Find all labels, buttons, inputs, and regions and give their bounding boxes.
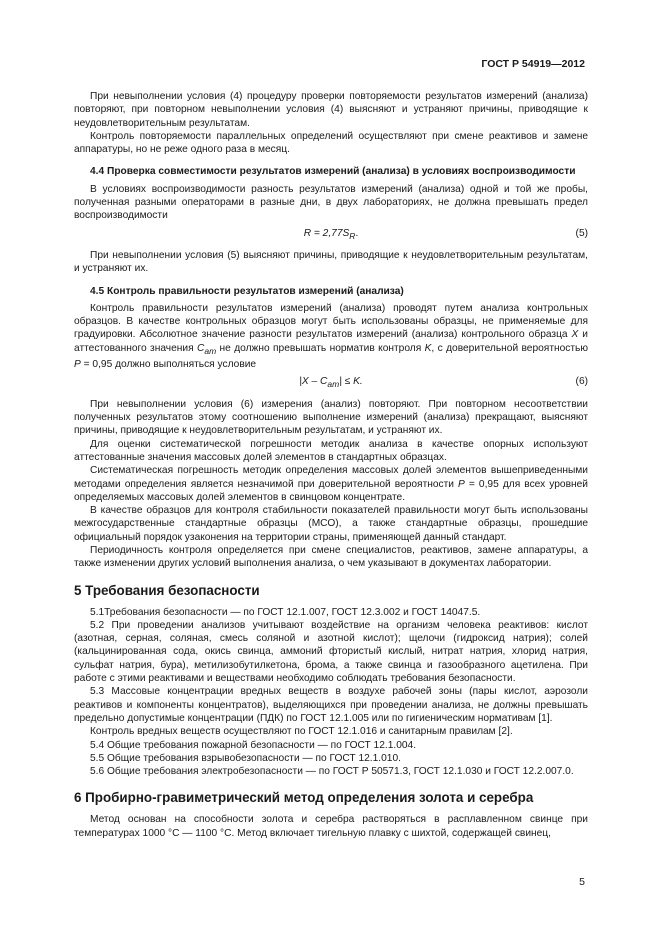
paragraph: При невыполнении условия (4) процедуру проверки повторяемости результатов измерений (анализа) повторяют, при повторном невыполнении условия (4) выясняют и устраняют причины, приводящие к неудовлетворительным результатам. bbox=[74, 91, 588, 129]
var-k: K bbox=[424, 342, 432, 354]
text-run: и аттестованного значения bbox=[74, 329, 588, 354]
formula-main: R = 2,77S bbox=[303, 227, 350, 239]
document-header: ГОСТ Р 54919—2012 bbox=[481, 58, 585, 70]
formula-number: (5) bbox=[575, 227, 588, 239]
formula-subscript: am bbox=[327, 379, 340, 390]
paragraph: Контроль вредных веществ осуществляют по ГОСТ 12.1.016 и санитарным правилам [2]. bbox=[90, 726, 513, 738]
section-heading-4-4: 4.4 Проверка совместимости результатов измерений (анализа) в условиях воспроизводимости bbox=[90, 166, 576, 178]
paragraph: В условиях воспроизводимости разность результатов измерений (анализа) одной и той же пробы, полученная разными операторами в разные дни, в двух лабораториях, не должна превышать предел воспроизводимости bbox=[74, 183, 588, 222]
page-content bbox=[74, 90, 588, 840]
text-run: = 0,95 для всех уровней определяемых массовых долей элементов в свинцовом концентрате. bbox=[74, 478, 588, 503]
formula-subscript: R bbox=[349, 230, 356, 241]
paragraph: 5.4 Общие требования пожарной безопасности — по ГОСТ 12.1.004. bbox=[90, 739, 417, 751]
var-p: P bbox=[74, 359, 81, 371]
paragraph: 5.5 Общие требования взрывобезопасности — по ГОСТ 12.1.010. bbox=[90, 752, 401, 764]
paragraph: 5.2 При проведении анализов учитывают воздействие на организм человека реактивов: кислот (азотная, серная, соляная, смесь соляной и азотной кислот); щелочи (гидроксид натрия); солей (кальцинированная сода, окись свинца, аммоний фтористый кислый, нитрат натрия, хлорид натрия, сульфат натрия, бура), метилизобутилкетона, брома, а также свинца и газообразного ацетилена. При работе с этими реактивами и веществами необходимо соблюдать требования безопасности. bbox=[74, 619, 588, 685]
page-number: 5 bbox=[579, 876, 585, 888]
paragraph: При невыполнении условия (5) выясняют причины, приводящие к неудовлетворительным результатам, и устраняют их. bbox=[74, 250, 588, 275]
formula-part: | ≤ K. bbox=[339, 376, 363, 388]
var-c-subscript: am bbox=[204, 345, 217, 356]
paragraph: Периодичность контроля определяется при смене специалистов, реактивов, замене аппаратуры, а также изменении других условий выполнения анализа, о чем указывают в документах лаборатории. bbox=[74, 545, 588, 570]
text-run: Систематическая погрешность методик определения массовых долей элементов вышеприведенными методами определения является незначимой при доверительной вероятности bbox=[74, 465, 588, 490]
paragraph bbox=[74, 302, 588, 372]
paragraph: В качестве образцов для контроля стабильности показателей правильности могут быть использованы межгосударственные стандартные образцы (МСО), а также стандартные образцы, прошедшие официальный порядок узаконения на территории страны, применяющей данный стандарт. bbox=[74, 505, 588, 543]
paragraph: Для оценки систематической погрешности методик анализа в качестве опорных используют аттестованные значения массовых долей элементов в стандартных образцах. bbox=[74, 438, 588, 463]
text-run: Контроль правильности результатов измерений (анализа) проводят путем анализа контрольных образцов. В качестве контрольных образцов могут быть использованы образцы, не применяемые для градуировки. Абсолютное значение разности результатов измерений (анализа) контрольного образца bbox=[74, 302, 588, 341]
var-p: P bbox=[458, 478, 465, 490]
text-run: , с доверительной вероятностью bbox=[431, 342, 588, 354]
formula-expression bbox=[304, 228, 359, 239]
paragraph bbox=[74, 464, 588, 504]
paragraph: При невыполнении условия (6) измерения (анализ) повторяют. При повторном несоответствии полученных результатов этому соотношению выполнение измерений (анализа) прекращают, выясняют причины, приводящие к неудовлетворительным результатам, и устраняют их. bbox=[74, 398, 588, 437]
var-x: X bbox=[571, 329, 579, 341]
formula-expression bbox=[299, 376, 363, 390]
paragraph: 5.3 Массовые концентрации вредных веществ в воздухе рабочей зоны (пары кислот, аэрозоли реактивов и компоненты концентратов), выделяющихся при проведении анализа, не должны превышать предельно допустимые концентрации (ПДК) по ГОСТ 12.1.005 или по гигиеническим нормативам [1]. bbox=[74, 686, 588, 724]
paragraph: Метод основан на способности золота и серебра растворяться в расплавленном свинце при температурах 1000 °С — 1100 °С. Метод включает тигельную плавку с шихтой, содержащей свинец, bbox=[74, 814, 588, 839]
paragraph: 5.1Требования безопасности — по ГОСТ 12.1.007, ГОСТ 12.3.002 и ГОСТ 14047.5. bbox=[90, 606, 481, 618]
formula-5 bbox=[74, 227, 588, 243]
var-c: C bbox=[196, 342, 205, 354]
formula-number: (6) bbox=[575, 376, 588, 388]
formula-part: |X – C bbox=[299, 376, 328, 388]
paragraph: Контроль повторяемости параллельных определений осуществляют при смене реактивов и замене аппаратуры, но не реже одного раза в месяц. bbox=[74, 130, 588, 156]
text-run: = 0,95 должно выполняться условие bbox=[80, 359, 257, 371]
section-heading-4-5: 4.5 Контроль правильности результатов измерений (анализа) bbox=[90, 285, 404, 297]
section-heading-5: 5 Требования безопасности bbox=[74, 582, 260, 598]
paragraph: 5.6 Общие требования электробезопасности — по ГОСТ Р 50571.3, ГОСТ 12.1.030 и ГОСТ 12.2.007.0. bbox=[90, 766, 574, 778]
formula-6 bbox=[74, 375, 588, 391]
text-run: не должно превышать норматив контроля bbox=[216, 342, 425, 354]
formula-end: . bbox=[355, 227, 359, 239]
section-heading-6: 6 Пробирно-гравиметрический метод определения золота и серебра bbox=[74, 790, 534, 806]
